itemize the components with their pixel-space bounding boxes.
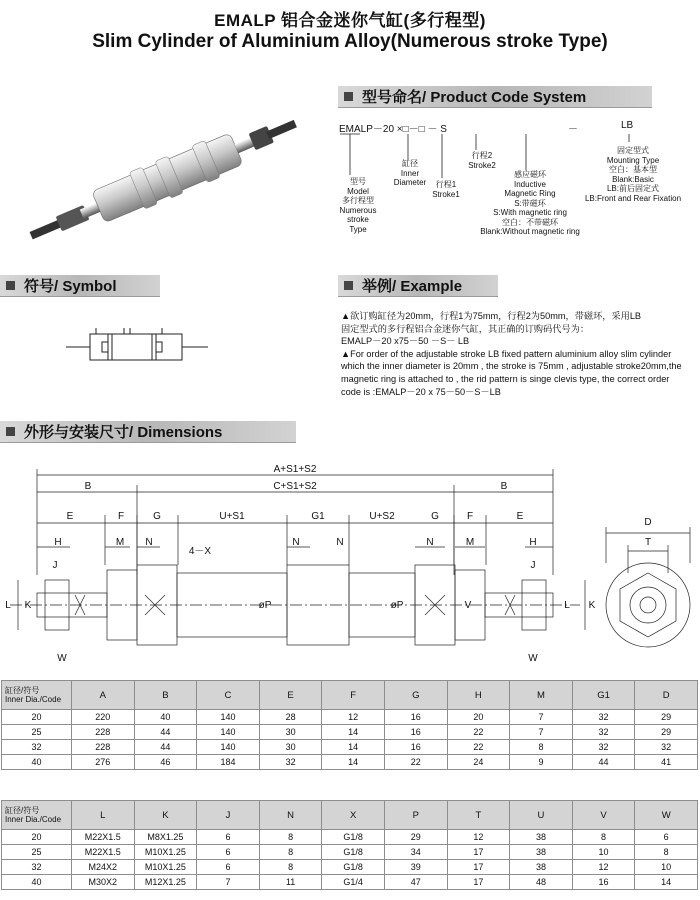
table-cell: 8 [572,830,635,845]
dim-F-left: F [117,511,125,522]
table-cell: 40 [134,710,197,725]
table-cell: 276 [72,755,135,770]
table-cell: 29 [384,830,447,845]
table-cell: 16 [572,875,635,890]
table-cell: 20 [2,830,72,845]
table-cell: 8 [259,830,322,845]
table-cell: 40 [2,875,72,890]
table2-corner: 缸径/符号 Inner Dia./Code [2,801,72,830]
dim-C: C+S1+S2 [273,481,317,492]
dim-W-left: W [57,653,67,664]
table-cell: 14 [322,755,385,770]
table-cell: 20 [2,710,72,725]
table-cell: 25 [2,845,72,860]
table2-header: X [322,801,385,830]
table-cell: 12 [322,710,385,725]
table-cell: 48 [510,875,573,890]
table-cell: 17 [447,875,510,890]
section-bullet-icon [6,281,15,290]
dim-T: T [644,537,652,548]
dim-L-right: L [564,600,570,611]
code-stroke1: 行程1 Stroke1 [432,180,460,199]
dimension-drawing [0,455,700,675]
dim-F-right: F [466,511,474,522]
code-line: EMALP－20 ×□－□ － S [339,124,447,135]
table-cell: 17 [447,860,510,875]
table-cell: 6 [635,830,698,845]
table-cell: M10X1.25 [134,845,197,860]
table-cell: 16 [384,740,447,755]
dim-N-mid1: N [292,537,300,548]
dim-K-left: K [24,600,32,611]
table1-header: C [197,681,260,710]
dim-V: V [464,600,472,611]
section-example: 举例/ Example [338,275,498,297]
table-cell: 228 [72,725,135,740]
table-cell: 140 [197,725,260,740]
table-cell: 44 [572,755,635,770]
table-cell: 32 [572,725,635,740]
spec-table-1 [1,680,698,770]
dim-L-left: L [5,600,11,611]
table1-header: A [72,681,135,710]
table-cell: 20 [447,710,510,725]
table2-header: N [259,801,322,830]
table-cell: 16 [384,710,447,725]
table1-header: G [384,681,447,710]
table-cell: 12 [572,860,635,875]
dim-M-right: M [465,537,475,548]
table-row [2,710,698,725]
section-bullet-icon [6,427,15,436]
table1-header: F [322,681,385,710]
table-cell: 17 [447,845,510,860]
table2-header: L [72,801,135,830]
table-row [2,725,698,740]
dim-K-right: K [588,600,596,611]
table1-header: E [259,681,322,710]
table-cell: 34 [384,845,447,860]
table-cell: 6 [197,845,260,860]
table-cell: 10 [572,845,635,860]
dim-N-right: N [426,537,434,548]
table-cell: 30 [259,725,322,740]
table-cell: 22 [447,740,510,755]
dim-P-left: øP [258,600,272,611]
table-cell: 228 [72,740,135,755]
cylinder-photo [15,95,315,265]
table2-header: K [134,801,197,830]
table-cell: 10 [635,860,698,875]
section-product-code: 型号命名/ Product Code System [338,86,652,108]
table-cell: 32 [572,740,635,755]
dim-B-left: B [84,481,92,492]
table1-header: H [447,681,510,710]
table-cell: 47 [384,875,447,890]
dim-P-right: øP [390,600,404,611]
dim-W-right: W [528,653,538,664]
table-cell: 41 [635,755,698,770]
table-row [2,845,698,860]
dim-N-left: N [145,537,153,548]
dim-M-left: M [115,537,125,548]
table-cell: 32 [635,740,698,755]
dim-N-mid2: N [336,537,344,548]
section-symbol: 符号/ Symbol [0,275,160,297]
dim-B-right: B [500,481,508,492]
code-magnet: 感应磁环 Inductive Magnetic Ring S:带磁环 S:With magnetic ring 空白：不带磁环 Blank:Without magnetic ring [480,170,580,236]
table-cell: 8 [259,845,322,860]
table-cell: 140 [197,710,260,725]
code-dash: － [568,124,578,135]
table-cell: 25 [2,725,72,740]
title-cn: EMALP 铝合金迷你气缸(多行程型) [214,11,486,30]
table-cell: 8 [510,740,573,755]
table-row [2,875,698,890]
table2-header: V [572,801,635,830]
table1-header: M [510,681,573,710]
code-model: 型号 Model 多行程型 Numerous stroke Type [339,177,377,234]
code-mounting: LB [621,120,634,131]
table-cell: 32 [572,710,635,725]
table-cell: 184 [197,755,260,770]
table-cell: M22X1.5 [72,845,135,860]
dim-E-right: E [516,511,524,522]
table-cell: 38 [510,830,573,845]
section-bullet-icon [344,281,353,290]
dim-X: 4－X [188,546,212,557]
table-cell: G1/8 [322,845,385,860]
dim-E-left: E [66,511,74,522]
table-cell: 24 [447,755,510,770]
table1-header: D [635,681,698,710]
table-cell: M22X1.5 [72,830,135,845]
table2-header: U [510,801,573,830]
table-cell: M8X1.25 [134,830,197,845]
table-cell: 140 [197,740,260,755]
table-cell: 6 [197,860,260,875]
table-cell: 29 [635,710,698,725]
dim-J-left: J [52,560,58,571]
dim-G-left: G [153,511,161,522]
table-cell: 16 [384,725,447,740]
table2-header: P [384,801,447,830]
dim-G-right: G [431,511,439,522]
dim-A: A+S1+S2 [273,464,317,475]
table-cell: 22 [447,725,510,740]
table-cell: M10X1.25 [134,860,197,875]
table-cell: 44 [134,725,197,740]
table-cell: 32 [2,740,72,755]
example-text: ▲欲订购缸径为20mm，行程1为75mm，行程2为50mm，带磁环，采用LB 固定型式的多行程铝合金迷你气缸，其正确的订购码代号为： EMALP－20 x75－50 －S－ LB ▲For order of the adjustable stroke LB fixed pattern aluminium alloy slim cylinder which the inner diameter is 20mm , the stroke is 75mm , adjustable stroke20mm,the magnetic ring is attached to , the rid pattern is singe clevis type, the correct order code is :EMALP－20 x 75－50－S－LB [341,311,682,397]
dim-US1: U+S1 [219,511,245,522]
section-bullet-icon [344,92,353,101]
table-cell: 29 [635,725,698,740]
table-row [2,740,698,755]
title-en: Slim Cylinder of Aluminium Alloy(Numerous stroke Type) [92,31,608,52]
table-cell: 44 [134,740,197,755]
table1-header: G1 [572,681,635,710]
table2-header: T [447,801,510,830]
dim-H-left: H [54,537,62,548]
table-cell: 28 [259,710,322,725]
spec-table-2 [1,800,698,890]
table-cell: 22 [384,755,447,770]
code-bore: 缸径 Inner Diameter [393,159,427,187]
table-cell: 39 [384,860,447,875]
table-cell: M24X2 [72,860,135,875]
table-cell: 6 [197,830,260,845]
table-cell: 46 [134,755,197,770]
table-cell: 38 [510,845,573,860]
table-cell: G1/8 [322,860,385,875]
table1-header: B [134,681,197,710]
table-cell: 11 [259,875,322,890]
pneumatic-symbol [60,322,210,372]
code-mounting-type: 固定型式 Mounting Type 空白：基本型 Blank:Basic LB:前后固定式 LB:Front and Rear Fixation [584,146,682,203]
table-row [2,860,698,875]
table-cell: 32 [2,860,72,875]
table-cell: 7 [510,710,573,725]
table1-corner: 缸径/符号 Inner Dia./Code [2,681,72,710]
table2-header: W [635,801,698,830]
section-dimensions: 外形与安装尺寸/ Dimensions [0,421,296,443]
table-cell: 14 [322,725,385,740]
dim-J-right: J [530,560,536,571]
table-cell: 7 [197,875,260,890]
table-row [2,830,698,845]
table-cell: 220 [72,710,135,725]
dim-D: D [644,517,652,528]
table-cell: 32 [259,755,322,770]
table-cell: M30X2 [72,875,135,890]
dim-US2: U+S2 [369,511,395,522]
table-cell: 8 [635,845,698,860]
table-cell: 38 [510,860,573,875]
table-cell: G1/8 [322,830,385,845]
table-cell: 14 [635,875,698,890]
table-cell: G1/4 [322,875,385,890]
table-cell: 9 [510,755,573,770]
table-cell: M12X1.25 [134,875,197,890]
table-cell: 30 [259,740,322,755]
table-cell: 12 [447,830,510,845]
table-cell: 40 [2,755,72,770]
table-cell: 8 [259,860,322,875]
dim-G1: G1 [311,511,325,522]
table2-header: J [197,801,260,830]
table-cell: 7 [510,725,573,740]
table-row [2,755,698,770]
table-cell: 14 [322,740,385,755]
code-stroke2: 行程2 Stroke2 [468,151,496,170]
dim-H-right: H [529,537,537,548]
